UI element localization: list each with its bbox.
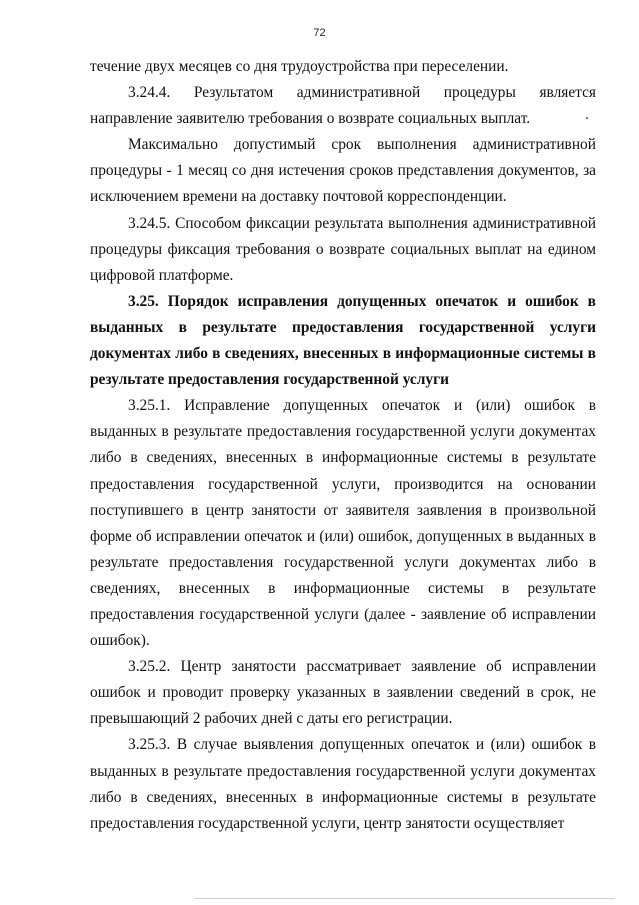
paragraph-3-25-2: 3.25.2. Центр занятости рассматривает заявление об исправлении ошибок и проводит проверку указанных в заявлении сведений в срок, не превышающий 2 рабочих дней с даты его регистрации. [90, 658, 596, 728]
section-heading-3-25: 3.25. Порядок исправления допущенных опечаток и ошибок в выданных в результате предоставления государственной услуги документах либо в сведениях, внесенных в информационные системы в результате предоставления государственной услуги [90, 292, 596, 389]
document-body [90, 54, 596, 837]
page-bottom-edge [195, 898, 615, 899]
scan-speck [586, 117, 588, 119]
paragraph-3-24-4: 3.24.4. Результатом административной процедуры является направление заявителю требования о возврате социальных выплат. [90, 84, 596, 128]
paragraph-3-25-3: 3.25.3. В случае выявления допущенных опечаток и (или) ошибок в выданных в результате предоставления государственной услуги документах либо в сведениях, внесенных в информационные системы в результате предоставления государственной услуги, центр занятости осуществляет [90, 736, 596, 832]
paragraph-continuation: течение двух месяцев со дня трудоустройства при переселении. [90, 58, 509, 75]
paragraph-3-25-1: 3.25.1. Исправление допущенных опечаток и (или) ошибок в выданных в результате предоставления государственной услуги документах либо в сведениях, внесенных в информационные системы в результате предоставления государственной услуги, производится на основании поступившего в центр занятости от заявителя заявления в произвольной форме об исправлении опечаток и (или) ошибок, допущенных в выданных в результате предоставления государственной услуги документах либо в сведениях, внесенных в информационные системы в результате предоставления государственной услуги (далее - заявление об исправлении ошибок). [90, 397, 596, 650]
paragraph-max-term: Максимально допустимый срок выполнения административной процедуры - 1 месяц со дня истечения сроков представления документов, за исключением времени на доставку почтовой корреспонденции. [90, 136, 596, 206]
page-number: 72 [313, 27, 326, 39]
paragraph-3-24-5: 3.24.5. Способом фиксации результата выполнения административной процедуры фиксация требования о возврате социальных выплат на едином цифровой платформе. [90, 214, 596, 284]
